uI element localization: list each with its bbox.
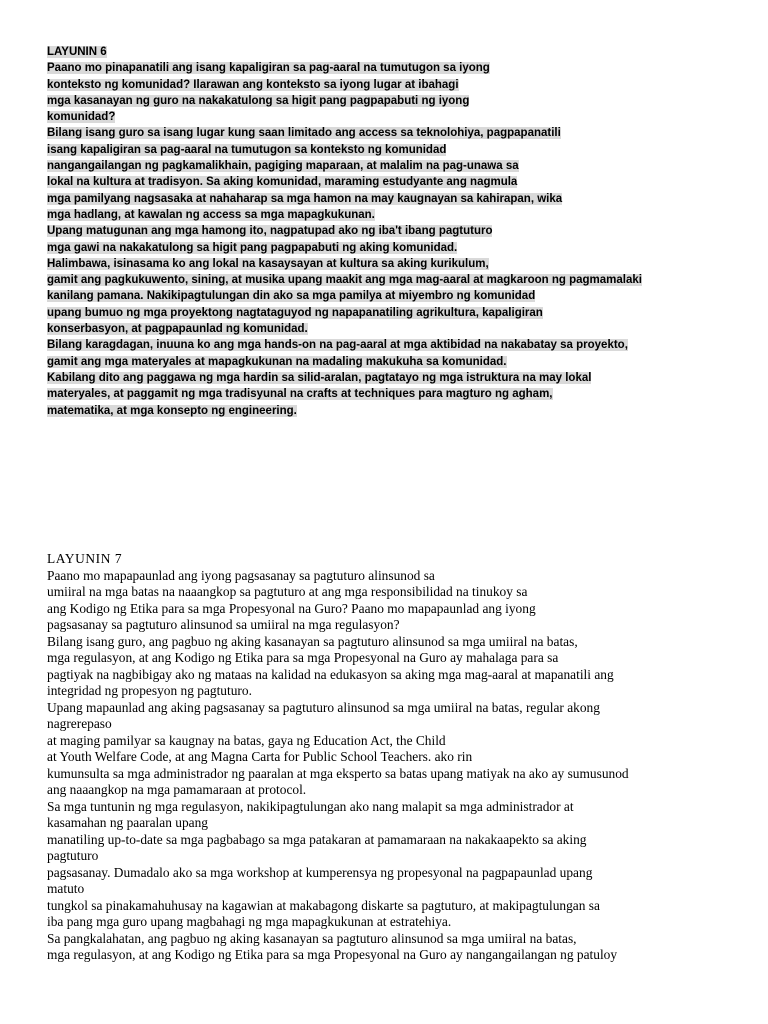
layunin-7-title: LAYUNIN 7 [47,551,123,566]
text-line: at maging pamilyar sa kaugnay na batas, gaya ng Education Act, the Child [47,732,446,748]
text-line: komunidad? [47,111,116,124]
text-line: mga regulasyon, at ang Kodigo ng Etika para sa mga Propesyonal na Guro ay mahalaga para sa [47,650,559,665]
text-line: Bilang isang guro sa isang lugar kung saan limitado ang access sa teknolohiya, pagpapanatili [47,127,561,140]
text-line: mga pamilyang nagsasaka at nahaharap sa mga hamon na may kaugnayan sa kahirapan, wika [47,192,563,205]
text-line: kumunsulta sa mga administrador ng paaralan at mga eksperto sa batas upang matiyak na ako ay sumusunod [47,765,629,781]
text-line: materyales, at paggamit ng mga tradisyunal na crafts at techniques para magturo ng agham, [47,388,553,401]
text-line: Bilang karagdagan, inuuna ko ang mga hands-on na pag-aaral at mga aktibidad na nakabatay sa proyekto, [47,339,628,352]
text-line: gamit ang pagkukuwento, sining, at musika upang maakit ang mga mag-aaral at magkaroon ng pagmamalaki [47,274,642,287]
text-line: Sa mga tuntunin ng mga regulasyon, nakikipagtulungan ako nang malapit sa mga administrador at [47,798,574,814]
text-line: upang bumuo ng mga proyektong nagtataguyod ng napapanatiling agrikultura, kapaligiran [47,306,543,319]
text-line: umiiral na mga batas na naaangkop sa pagtuturo at ang mga responsibilidad na tinukoy sa [47,584,528,599]
text-line: Kabilang dito ang paggawa ng mga hardin sa silid-aralan, pagtatayo ng mga istruktura na may lokal [47,371,592,384]
text-line: matuto [47,881,85,896]
text-line: Halimbawa, isinasama ko ang lokal na kasaysayan at kultura sa aking kurikulum, [47,257,489,270]
text-line: ang naaangkop na mga pamamaraan at protocol. [47,782,307,797]
text-line: pagtiyak na nagbibigay ako ng mataas na kalidad na edukasyon sa aking mga mag-aaral at mapanatili ang [47,666,614,682]
text-line: at Youth Welfare Code, at ang Magna Carta for Public School Teachers. ako rin [47,749,473,764]
layunin-7-body [47,568,747,964]
text-line: gamit ang mga materyales at mapagkukunan na madaling makukuha sa komunidad. [47,355,507,368]
text-line: nangangailangan ng pagkamalikhain, pagiging maparaan, at malalim na pag-unawa sa [47,160,519,173]
text-line: lokal na kultura at tradisyon. Sa aking komunidad, maraming estudyante ang nagmula [47,176,518,189]
text-line: pagtuturo [47,848,99,863]
text-line: konserbasyon, at pagpapaunlad ng komunidad. [47,323,308,336]
text-line: matematika, at mga konsepto ng engineering. [47,404,297,417]
text-line: mga regulasyon, at ang Kodigo ng Etika para sa mga Propesyonal na Guro ay nangangailangan ng patuloy [47,947,618,962]
text-line: mga kasanayan ng guro na nakakatulong sa higit pang pagpapabuti ng iyong [47,94,470,107]
text-line: kanilang pamana. Nakikipagtulungan din ako sa mga pamilya at miyembro ng komunidad [47,290,536,303]
text-line: Sa pangkalahatan, ang pagbuo ng aking kasanayan sa pagtuturo alinsunod sa mga umiiral na batas, [47,930,577,946]
layunin-6-body [47,60,747,419]
text-line: manatiling up-to-date sa mga pagbabago sa mga patakaran at pamamaraan na nakakaapekto sa aking [47,831,587,847]
text-line: Paano mo mapapaunlad ang iyong pagsasanay sa pagtuturo alinsunod sa [47,567,435,583]
text-line: isang kapaligiran sa pag-aaral na tumutugon sa konteksto ng komunidad [47,143,447,156]
text-line: tungkol sa pinakamahuhusay na kagawian at makabagong diskarte sa pagtuturo, at makipagtulungan sa [47,897,600,913]
text-line: Bilang isang guro, ang pagbuo ng aking kasanayan sa pagtuturo alinsunod sa mga umiiral na batas, [47,633,578,649]
text-line: pagsasanay. Dumadalo ako sa mga workshop at kumperensya ng propesyonal na pagpapaunlad upang [47,864,593,880]
text-line: nagrerepaso [47,716,112,731]
layunin-6-section [47,44,747,419]
text-line: Upang mapaunlad ang aking pagsasanay sa pagtuturo alinsunod sa mga umiiral na batas, regular akong [47,699,600,715]
text-line: integridad ng propesyon ng pagtuturo. [47,683,252,698]
text-line: pagsasanay sa pagtuturo alinsunod sa umiiral na mga regulasyon? [47,617,400,632]
text-line: mga gawi na nakakatulong sa higit pang pagpapabuti ng aking komunidad. [47,241,458,254]
text-line: mga hadlang, at kawalan ng access sa mga mapagkukunan. [47,208,375,221]
text-line: iba pang mga guro upang magbahagi ng mga mapagkukunan at estratehiya. [47,914,452,929]
layunin-7-section [47,551,747,964]
text-line: Upang matugunan ang mga hamong ito, nagpatupad ako ng iba't ibang pagtuturo [47,225,493,238]
text-line: konteksto ng komunidad? Ilarawan ang konteksto sa iyong lugar at ibahagi [47,78,459,91]
text-line: kasamahan ng paaralan upang [47,815,208,830]
text-line: Paano mo pinapanatili ang isang kapaligiran sa pag-aaral na tumutugon sa iyong [47,62,490,75]
layunin-6-title: LAYUNIN 6 [47,46,107,58]
text-line: ang Kodigo ng Etika para sa mga Propesyonal na Guro? Paano mo mapapaunlad ang iyong [47,600,536,616]
